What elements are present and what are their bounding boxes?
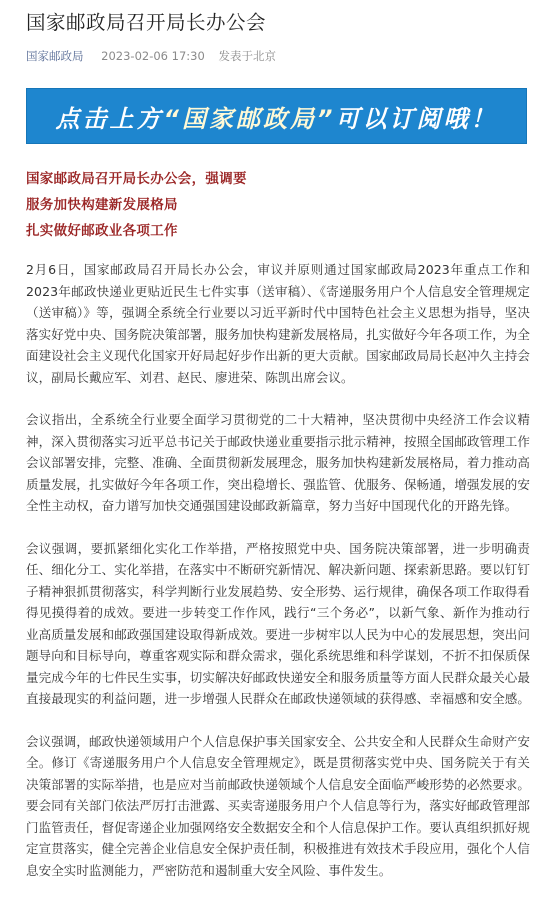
article-title: 国家邮政局召开局长办公会 <box>26 11 267 34</box>
banner-prefix: 点击上方 <box>55 104 164 133</box>
publish-time: 2023-02-06 17:30 <box>101 49 205 63</box>
banner-suffix: 可以订阅哦！ <box>335 104 498 133</box>
publish-location: 发表于北京 <box>218 49 276 63</box>
headline-block <box>26 166 530 244</box>
article-meta <box>26 48 530 64</box>
body-paragraph: 2月6日，国家邮政局召开局长办公会，审议并原则通过国家邮政局2023年重点工作和2023年邮政快递业更贴近民生七件实事（送审稿）、《寄递服务用户个人信息安全管理规定（送审稿）》等，强调全系统全行业要以习近平新时代中国特色社会主义思想为指导，坚决落实好党中央、国务院决策部署，服务加快构建新发展格局，扎实做好今年各项工作，为全面建设社会主义现代化国家开好局起好步作出新的更大贡献。国家邮政局局长赵冲久主持会议，副局长戴应军、刘君、赵民、廖进荣、陈凯出席会议。 <box>26 262 531 385</box>
body-paragraph: 会议强调，邮政快递领域用户个人信息保护事关国家安全、公共安全和人民群众生命财产安全。修订《寄递服务用户个人信息安全管理规定》，既是贯彻落实党中央、国务院关于有关决策部署的实际举措，也是应对当前邮政快递领域个人信息安全面临严峻形势的必然要求。要会同有关部门依法严厉打击泄露、买卖寄递服务用户个人信息等行为，落实好邮政管理部门监管责任，督促寄递企业加强网络安全数据安全和个人信息保护工作。要认真组织抓好规定宣贯落实，健全完善企业信息安全保护责任制，积极推进有效技术手段应用，强化个人信息安全实时监测能力，严密防范和遏制重大安全风险、事件发生。 <box>26 733 531 878</box>
subscribe-banner[interactable] <box>26 88 527 144</box>
account-name-link[interactable]: 国家邮政局 <box>26 49 84 63</box>
headline-line: 服务加快构建新发展格局 <box>26 197 178 213</box>
headline-line: 国家邮政局召开局长办公会，强调要 <box>26 171 247 187</box>
body-paragraph: 会议指出，全系统全行业要全面学习贯彻党的二十大精神，坚决贯彻中央经济工作会议精神，深入贯彻落实习近平总书记关于邮政快递业重要指示批示精神，按照全国邮政管理工作会议部署安排，完整、准确、全面贯彻新发展理念，服务加快构建新发展格局，着力推动高质量发展，扎实做好今年各项工作，突出稳增长、强监管、优服务、保畅通，增强发展的安全性主动权，奋力谱写加快交通强国建设邮政新篇章，努力当好中国现代化的开路先锋。 <box>26 412 531 513</box>
banner-emphasis: “国家邮政局” <box>163 104 336 133</box>
body-paragraph: 会议强调，要抓紧细化实化工作举措，严格按照党中央、国务院决策部署，进一步明确责任、细化分工、实化举措，在落实中不断研究新情况、解决新问题、探索新思路。要以钉钉子精神狠抓贯彻落实，科学判断行业发展趋势、安全形势、运行规律，确保各项工作取得看得见摸得着的成效。要进一步转变工作作风，践行“三个务必”，以新气象、新作为推动行业高质量发展和邮政强国建设取得新成效。要进一步树牢以人民为中心的发展思想，突出问题导向和目标导向，尊重客观实际和群众需求，强化系统思维和科学谋划，不折不扣保质保量完成今年的七件民生实事，切实解决好邮政快递安全和服务质量等方面人民群众最关心最直接最现实的利益问题，进一步增强人民群众在邮政快递领域的获得感、幸福感和安全感。 <box>26 540 531 706</box>
banner-text <box>56 99 498 134</box>
headline-line: 扎实做好邮政业各项工作 <box>26 223 178 239</box>
